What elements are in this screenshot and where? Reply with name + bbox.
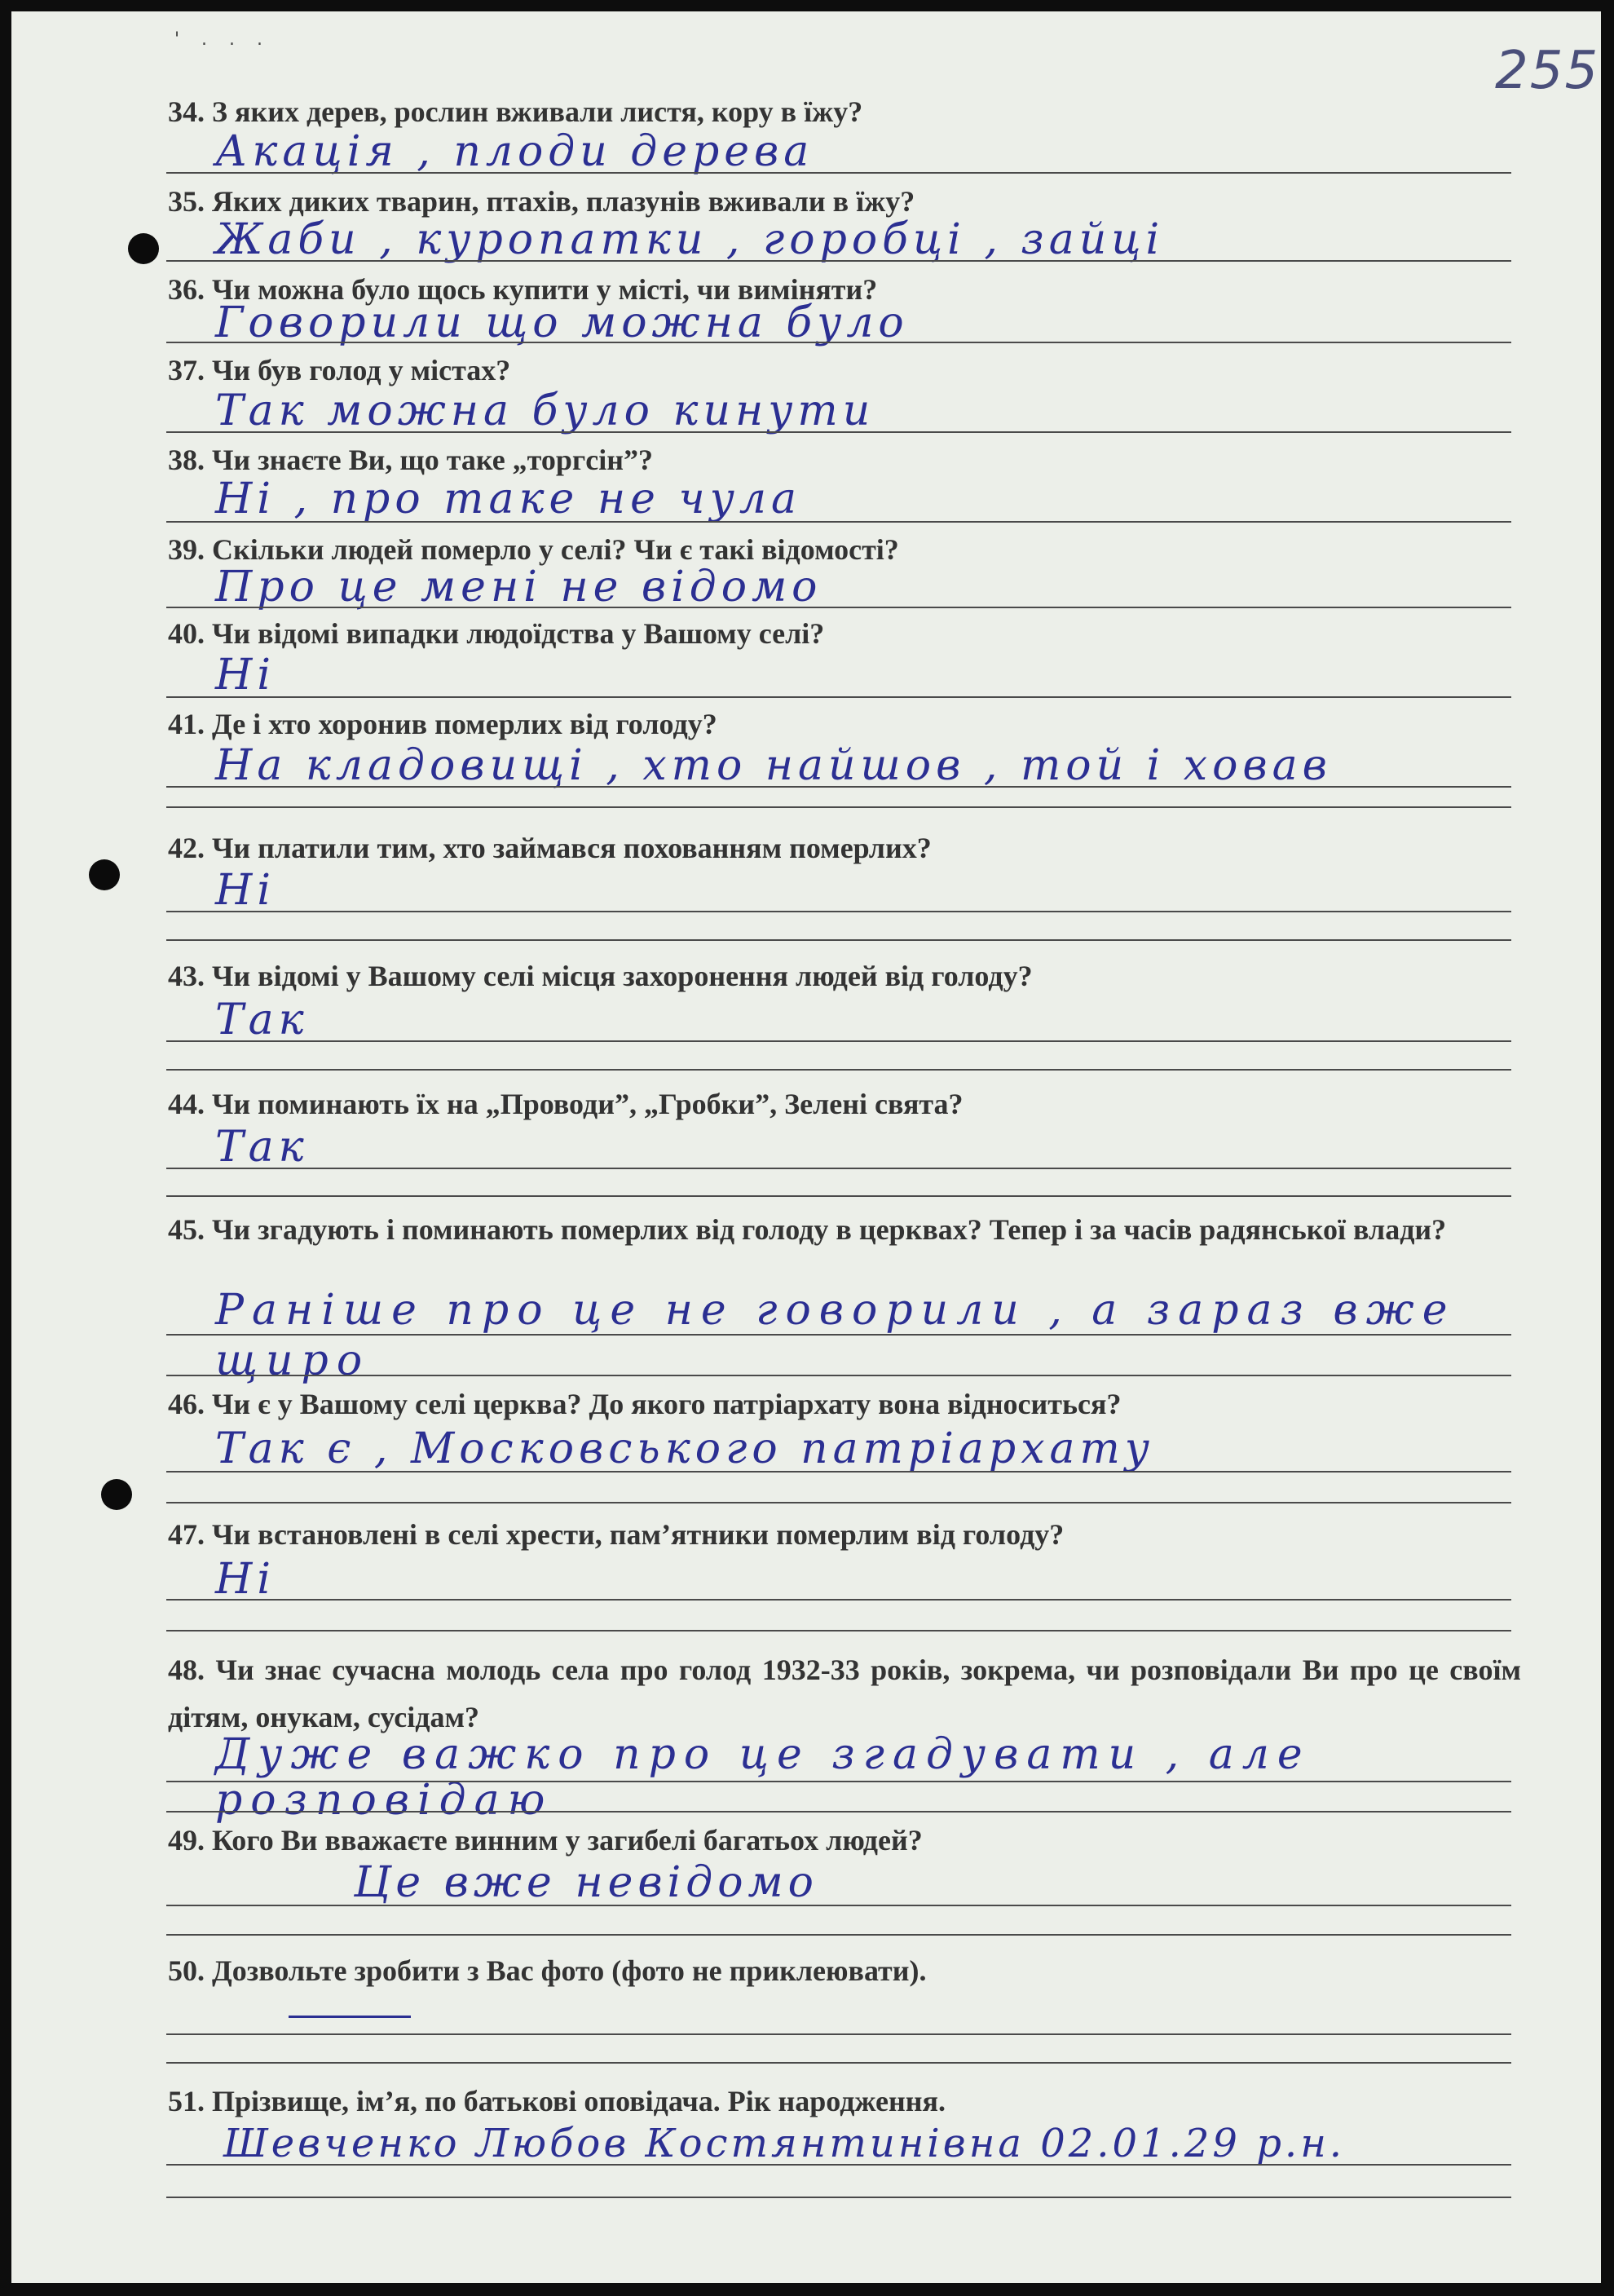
answer-line bbox=[166, 1069, 1511, 1071]
answer-line bbox=[166, 1630, 1511, 1631]
answer-line bbox=[166, 521, 1511, 523]
answer-44: Так bbox=[215, 1123, 309, 1172]
question-51: 51. Прізвище, ім’я, по батькові оповідача. Рік народження. bbox=[168, 2085, 946, 2117]
answer-line bbox=[166, 1905, 1511, 1906]
answer-39: Про це мені не відомо bbox=[215, 563, 822, 612]
corner-mark: ' . . . bbox=[174, 29, 271, 50]
answer-line bbox=[166, 1168, 1511, 1169]
answer-line bbox=[166, 1375, 1511, 1376]
answer-line bbox=[166, 1040, 1511, 1042]
question-38: 38. Чи знаєте Ви, що таке „торгсін”? bbox=[168, 444, 653, 476]
punch-hole bbox=[89, 859, 120, 890]
answer-line bbox=[166, 1471, 1511, 1473]
answer-line bbox=[166, 607, 1511, 608]
question-43: 43. Чи відомі у Вашому селі місця захоронення людей від голоду? bbox=[168, 960, 1033, 992]
answer-38: Ні , про таке не чула bbox=[215, 475, 802, 523]
question-36: 36. Чи можна було щось купити у місті, чи виміняти? bbox=[168, 273, 878, 306]
answer-line bbox=[166, 2062, 1511, 2064]
answer-47: Ні bbox=[215, 1555, 276, 1604]
answer-line bbox=[166, 1599, 1511, 1601]
answer-34: Акація , плоди дерева bbox=[215, 127, 814, 176]
punch-hole bbox=[101, 1479, 132, 1510]
answer-line bbox=[166, 1781, 1511, 1782]
answer-line bbox=[166, 806, 1511, 808]
document-page bbox=[11, 11, 1601, 2283]
answer-line bbox=[166, 342, 1511, 343]
answer-line bbox=[166, 911, 1511, 912]
answer-line bbox=[166, 2033, 1511, 2035]
punch-hole bbox=[128, 233, 159, 264]
answer-line bbox=[166, 1934, 1511, 1936]
question-37: 37. Чи був голод у містах? bbox=[168, 354, 511, 386]
answer-46: Так є , Московського патріархату bbox=[215, 1424, 1154, 1473]
answer-line bbox=[166, 1811, 1511, 1813]
answer-line bbox=[166, 172, 1511, 174]
answer-line bbox=[166, 1195, 1511, 1197]
answer-line bbox=[166, 939, 1511, 941]
answer-line bbox=[166, 2197, 1511, 2198]
answer-line bbox=[166, 786, 1511, 788]
answer-49: Це вже невідомо bbox=[354, 1858, 818, 1907]
question-45: 45. Чи згадують і поминають померлих від голоду в церквах? Тепер і за часів радянської влади? bbox=[168, 1213, 1447, 1246]
answer-36: Говорили що можна було bbox=[215, 298, 909, 347]
answer-40: Ні bbox=[215, 651, 276, 700]
question-44: 44. Чи поминають їх на „Проводи”, „Гробки”, Зелені свята? bbox=[168, 1088, 964, 1120]
answer-42: Ні bbox=[215, 866, 276, 915]
answer-43: Так bbox=[215, 996, 309, 1044]
answer-35: Жаби , куропатки , горобці , зайці bbox=[215, 215, 1165, 264]
question-42: 42. Чи платили тим, хто займався похованням померлих? bbox=[168, 832, 932, 864]
question-50: 50. Дозвольте зробити з Вас фото (фото не приклеювати). bbox=[168, 1954, 927, 1987]
question-41: 41. Де і хто хоронив померлих від голоду? bbox=[168, 708, 717, 740]
question-40: 40. Чи відомі випадки людоїдства у Вашому селі? bbox=[168, 617, 825, 650]
question-39: 39. Скільки людей померло у селі? Чи є такі відомості? bbox=[168, 533, 899, 566]
answer-41: На кладовищі , хто найшов , той і ховав bbox=[215, 741, 1332, 790]
answer-line bbox=[166, 2164, 1511, 2166]
answer-line bbox=[166, 431, 1511, 433]
page-number: 255 bbox=[1495, 41, 1600, 101]
answer-line bbox=[166, 696, 1511, 698]
question-47: 47. Чи встановлені в селі хрести, пам’ятники померлим від голоду? bbox=[168, 1518, 1065, 1551]
answer-45: Раніше про це не говорили , а зараз вже щиро bbox=[215, 1286, 1456, 1385]
question-46: 46. Чи є у Вашому селі церква? До якого патріархату вона відноситься? bbox=[168, 1388, 1122, 1420]
question-48: 48. Чи знає сучасна молодь села про голод 1932-33 років, зокрема, чи розповідали Ви про це своїм дітям, онукам, сусідам? bbox=[168, 1654, 1521, 1733]
question-34: 34. З яких дерев, рослин вживали листя, кору в їжу? bbox=[168, 95, 863, 128]
photo-mark bbox=[289, 2016, 411, 2018]
question-49: 49. Кого Ви вважаєте винним у загибелі багатьох людей? bbox=[168, 1824, 923, 1857]
question-35: 35. Яких диких тварин, птахів, плазунів вживали в їжу? bbox=[168, 185, 915, 218]
answer-51: Шевченко Любов Костянтинівна 02.01.29 р.н. bbox=[223, 2121, 1346, 2166]
answer-line bbox=[166, 1334, 1511, 1336]
answer-line bbox=[166, 260, 1511, 262]
answer-48: Дуже важко про це згадувати , але розповідаю bbox=[215, 1730, 1311, 1825]
answer-line bbox=[166, 1502, 1511, 1503]
answer-37: Так можна було кинути bbox=[215, 386, 875, 435]
